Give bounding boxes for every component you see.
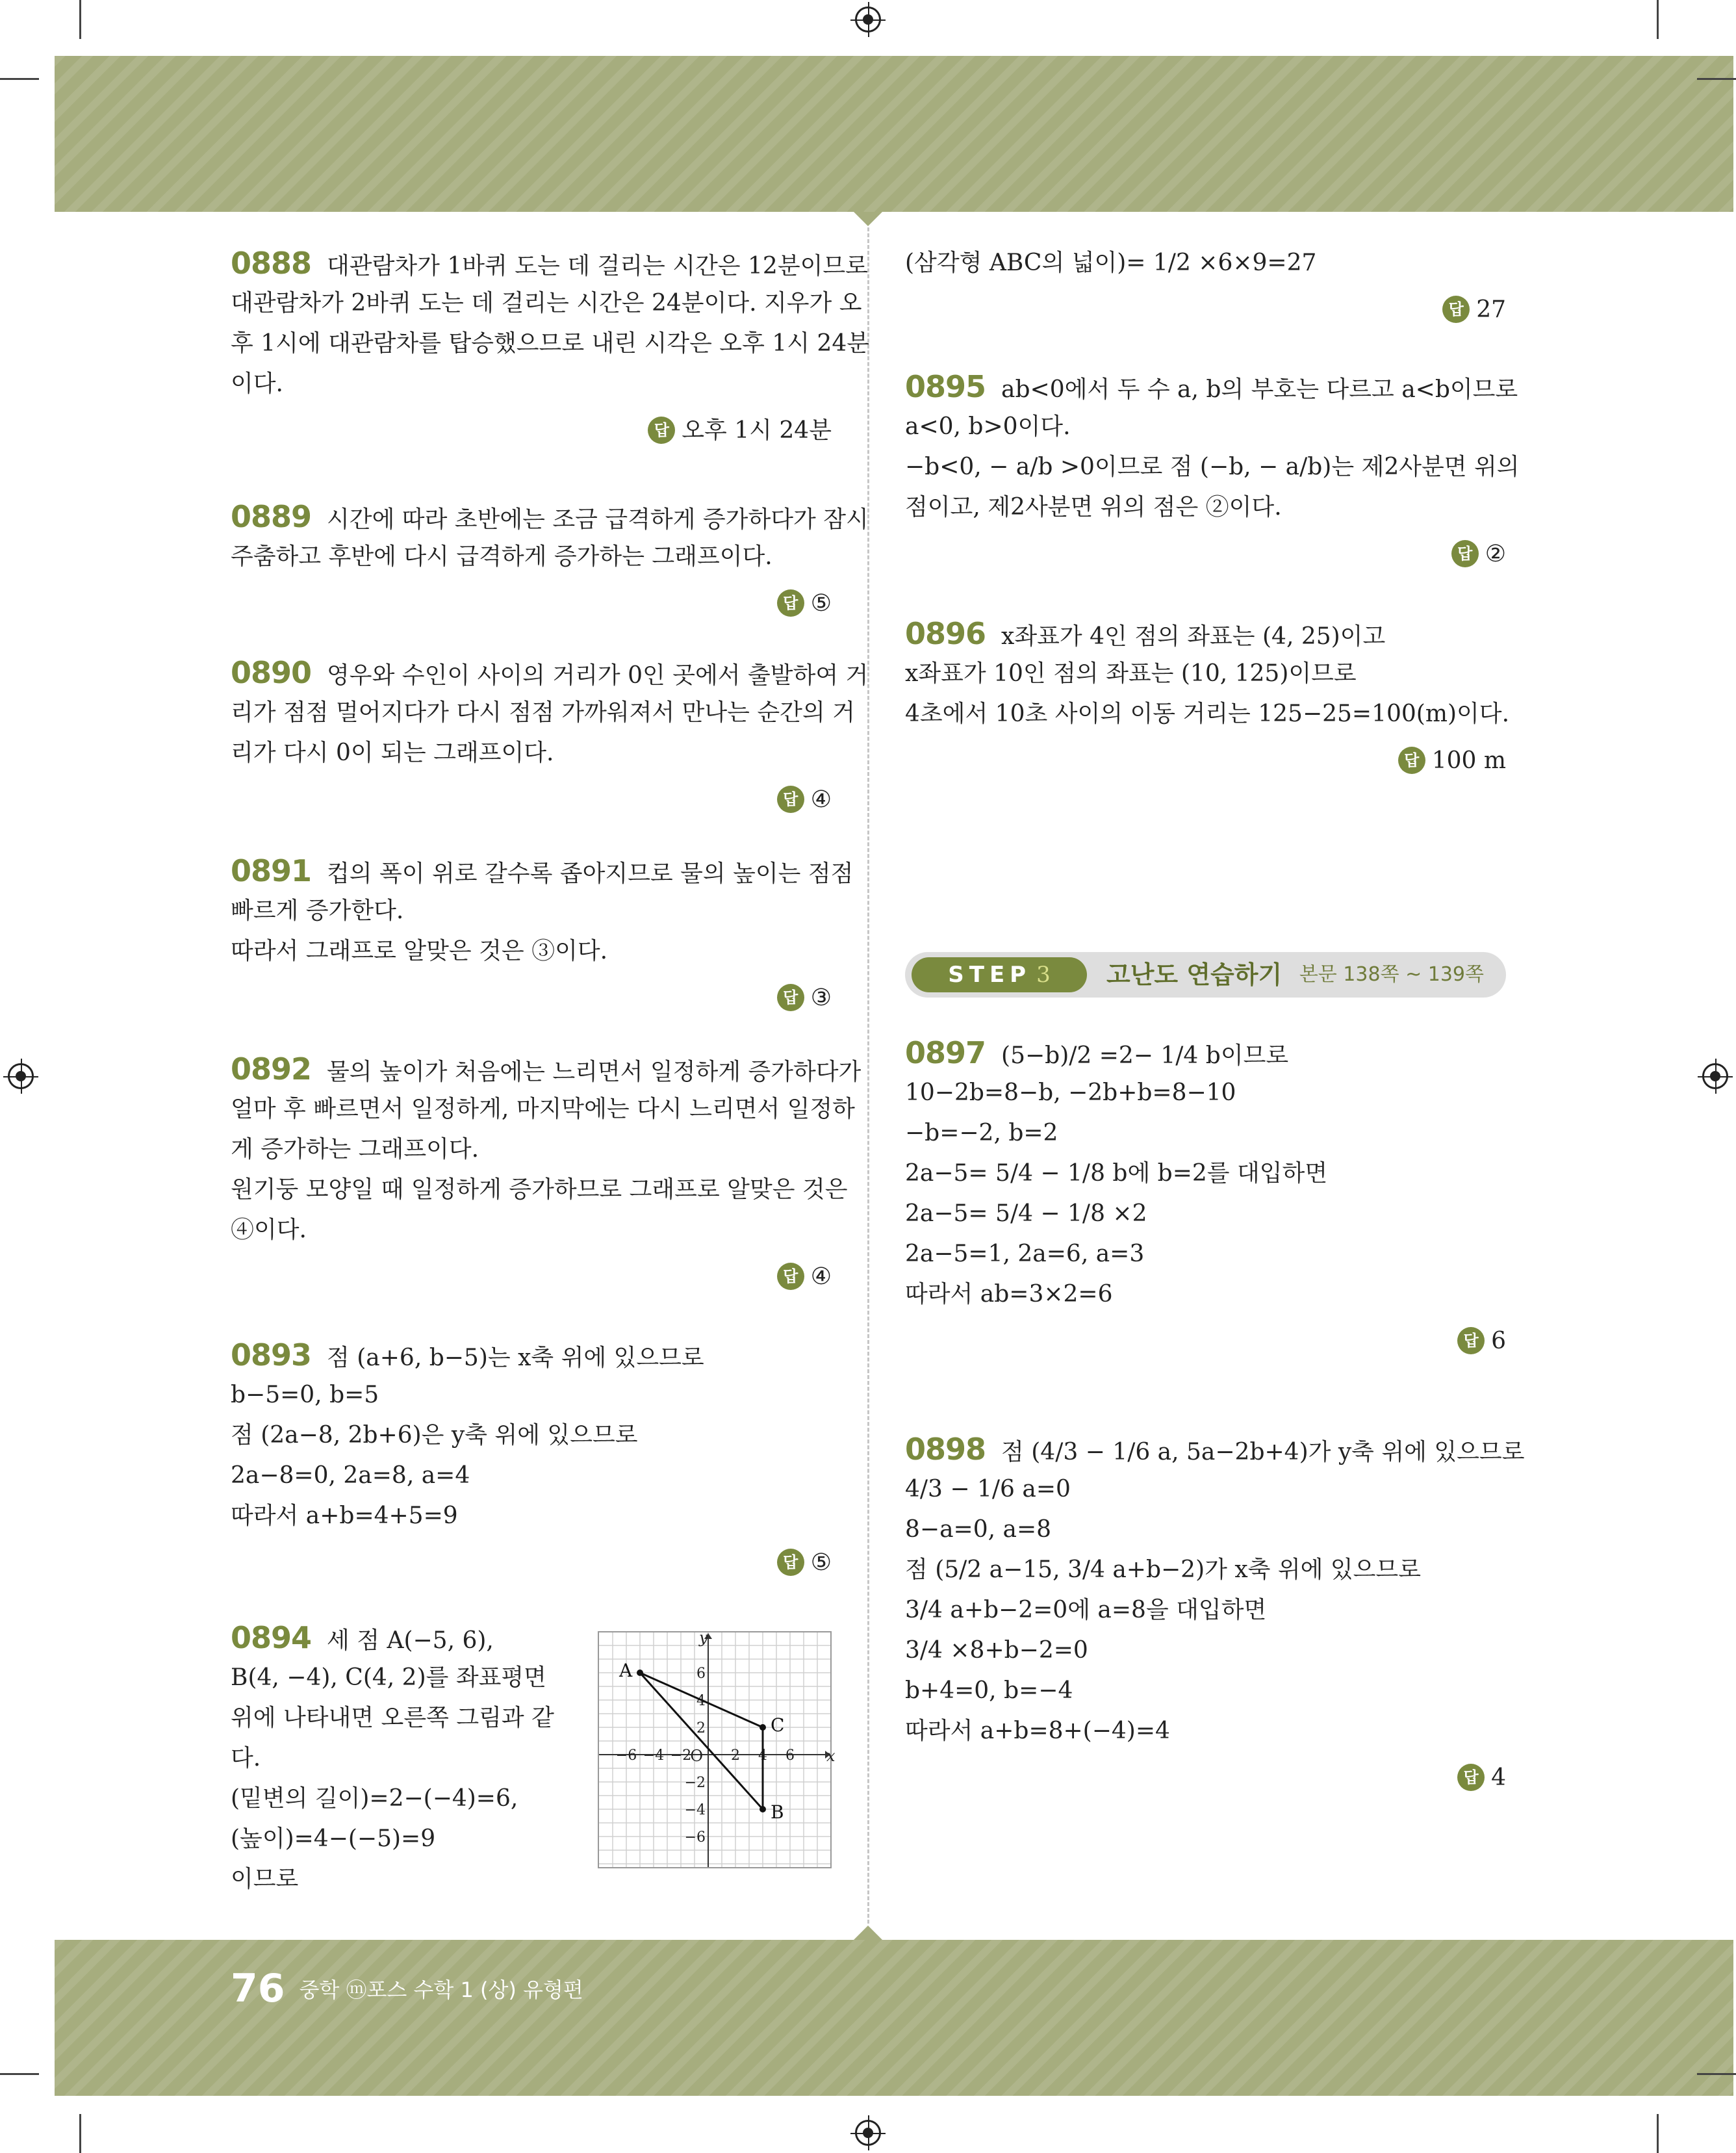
problem-number: 0894: [231, 1620, 312, 1655]
answer-badge: 답: [1457, 1327, 1485, 1354]
book-title: 중학 ⓜ포스 수학 1 (상) 유형편: [299, 1978, 583, 2002]
problem-number: 0891: [231, 853, 312, 888]
answer-badge: 답: [1442, 296, 1470, 323]
crop-mark: [0, 2073, 39, 2075]
problem-number: 0898: [905, 1432, 986, 1467]
solution-line: [905, 617, 1385, 653]
header-notch: [854, 212, 882, 226]
solution-line: 3/4 ×8+b−2=0: [905, 1637, 1088, 1664]
step-pill: [912, 957, 1087, 992]
solution-line: −b=−2, b=2: [905, 1120, 1058, 1146]
solution-line: 4/3 − 1/6 a=0: [905, 1476, 1071, 1502]
solution-line: −b<0, − a/b >0이므로 점 (−b, − a/b)는 제2사분면 위의: [905, 454, 1520, 480]
answer-line: [1451, 538, 1506, 571]
answer-value: 오후 1시 24분: [682, 417, 832, 444]
solution-line: [231, 247, 868, 283]
solution-line: 2a−5= 5/4 − 1/8 b에 b=2를 대입하면: [905, 1160, 1328, 1187]
solution-line: 원기둥 모양일 때 일정하게 증가하므로 그래프로 알맞은 것은: [231, 1176, 848, 1203]
solution-text: 물의 높이가 처음에는 느리면서 일정하게 증가하다가: [327, 1059, 862, 1085]
solution-line: [905, 1433, 1524, 1469]
footer: [231, 1966, 583, 2011]
y-tick-label: −2: [684, 1775, 706, 1791]
point-label: B: [771, 1801, 784, 1823]
solution-line: 2a−5= 5/4 − 1/8 ×2: [905, 1200, 1147, 1227]
registration-mark-icon: [8, 1063, 34, 1089]
crop-mark: [1697, 78, 1736, 80]
solution-text: 세 점 A(−5, 6),: [327, 1627, 494, 1654]
solution-text: 영우와 수인이 사이의 거리가 0인 곳에서 출발하여 거: [327, 662, 869, 689]
solution-text: 컵의 폭이 위로 갈수록 좁아지므로 물의 높이는 점점: [327, 860, 854, 887]
solution-text: 대관람차가 1바퀴 도는 데 걸리는 시간은 12분이므로: [327, 253, 868, 279]
x-axis-label: x: [826, 1747, 836, 1765]
solution-line: 이다.: [231, 370, 283, 397]
solution-text: (5−b)/2 =2− 1/4 b이므로: [1001, 1042, 1289, 1069]
footer-notch: [854, 1926, 882, 1940]
x-tick-label: 6: [785, 1747, 795, 1764]
answer-value: ②: [1485, 541, 1506, 567]
solution-text: 시간에 따라 초반에는 조금 급격하게 증가하다가 잠시: [327, 506, 869, 533]
point-label: C: [771, 1714, 785, 1736]
solution-text: ab<0에서 두 수 a, b의 부호는 다르고 a<b이므로: [1001, 376, 1518, 403]
step-title: 고난도 연습하기: [1106, 960, 1283, 989]
solution-line: 따라서 그래프로 알맞은 것은 ③이다.: [231, 938, 608, 964]
solution-line: [905, 370, 1518, 406]
solution-line: 2a−8=0, 2a=8, a=4: [231, 1462, 470, 1489]
answer-value: 6: [1491, 1328, 1506, 1354]
y-tick-label: −4: [684, 1802, 706, 1818]
answer-line: [777, 982, 832, 1014]
crop-mark: [1697, 2073, 1736, 2075]
crop-mark: [0, 78, 39, 80]
solution-line: 따라서 a+b=8+(−4)=4: [905, 1718, 1170, 1744]
solution-line: 따라서 ab=3×2=6: [905, 1281, 1113, 1308]
solution-text: x좌표가 4인 점의 좌표는 (4, 25)이고: [1001, 623, 1386, 650]
answer-value: ③: [810, 985, 832, 1011]
solution-line: 10−2b=8−b, −2b+b=8−10: [905, 1079, 1236, 1106]
y-axis-label: y: [699, 1629, 708, 1647]
page-number: 76: [231, 1966, 285, 2011]
solution-line: 대관람차가 2바퀴 도는 데 걸리는 시간은 24분이다. 지우가 오: [231, 290, 862, 316]
solution-text: 점 (4/3 − 1/6 a, 5a−2b+4)가 y축 위에 있으므로: [1001, 1439, 1525, 1465]
answer-badge: 답: [777, 786, 804, 813]
y-tick-label: 2: [696, 1720, 706, 1736]
solution-line: [231, 855, 853, 890]
solution-line: [231, 1053, 861, 1089]
solution-line: b−5=0, b=5: [231, 1382, 379, 1408]
answer-badge: 답: [777, 589, 804, 617]
answer-value: ⑤: [810, 1549, 832, 1576]
y-tick-label: 6: [696, 1666, 706, 1682]
solution-line: 게 증가하는 그래프이다.: [231, 1136, 479, 1163]
answer-value: ④: [810, 1263, 832, 1290]
answer-value: ⑤: [810, 590, 832, 617]
solution-line: 점 (2a−8, 2b+6)은 y축 위에 있으므로: [231, 1422, 638, 1449]
solution-text: 점 (a+6, b−5)는 x축 위에 있으므로: [327, 1345, 704, 1371]
solution-line: 다.: [231, 1745, 261, 1772]
solution-line: b+4=0, b=−4: [905, 1677, 1073, 1704]
solution-line: (높이)=4−(−5)=9: [231, 1825, 436, 1852]
solution-line: 점 (5/2 a−15, 3/4 a+b−2)가 x축 위에 있으므로: [905, 1556, 1421, 1583]
problem-number: 0897: [905, 1035, 986, 1070]
answer-badge: 답: [1398, 747, 1425, 774]
answer-badge: 답: [777, 984, 804, 1011]
problem-number: 0896: [905, 616, 986, 651]
problem-number: 0892: [231, 1051, 312, 1087]
answer-line: [1457, 1325, 1506, 1358]
problem-number: 0893: [231, 1337, 312, 1373]
answer-line: [1457, 1762, 1506, 1794]
solution-line: 이므로: [231, 1866, 299, 1892]
x-tick-label: −4: [643, 1747, 665, 1764]
solution-line: [231, 656, 868, 692]
answer-line: [777, 784, 832, 816]
origin-label: O: [690, 1747, 703, 1765]
step-label: STEP: [948, 962, 1032, 988]
registration-mark-icon: [855, 6, 881, 32]
answer-line: [1442, 294, 1506, 326]
solution-line: 후 1시에 대관람차를 탑승했으므로 내린 시각은 오후 1시 24분: [231, 330, 870, 357]
x-tick-label: −6: [615, 1747, 637, 1764]
solution-line: 따라서 a+b=4+5=9: [231, 1502, 458, 1529]
answer-badge: 답: [1457, 1764, 1485, 1791]
answer-badge: 답: [777, 1549, 804, 1576]
answer-line: [777, 1261, 832, 1293]
solution-line: 빠르게 증가한다.: [231, 897, 404, 924]
x-tick-label: 2: [731, 1747, 740, 1764]
point-c: [760, 1724, 766, 1731]
x-tick-label: 4: [758, 1747, 767, 1764]
solution-line: 8−a=0, a=8: [905, 1516, 1052, 1543]
solution-line: 3/4 a+b−2=0에 a=8을 대입하면: [905, 1597, 1267, 1623]
coordinate-plane-figure: [598, 1629, 836, 1868]
solution-line: 4초에서 10초 사이의 이동 거리는 125−25=100(m)이다.: [905, 701, 1510, 727]
answer-badge: 답: [648, 417, 675, 444]
solution-line: 리가 점점 멀어지다가 다시 점점 가까워져서 만나는 순간의 거: [231, 699, 855, 726]
answer-badge: 답: [1451, 540, 1479, 567]
column-divider: [867, 227, 869, 1924]
point-label: A: [619, 1660, 633, 1681]
step-number: 3: [1036, 962, 1051, 988]
answer-value: 27: [1476, 296, 1506, 323]
solution-line: B(4, −4), C(4, 2)를 좌표평면: [231, 1664, 546, 1691]
answer-value: 100 m: [1431, 747, 1506, 774]
solution-line: (삼각형 ABC의 넓이)= 1/2 ×6×9=27: [905, 250, 1317, 276]
solution-line: 점이고, 제2사분면 위의 점은 ②이다.: [905, 494, 1282, 521]
solution-line: x좌표가 10인 점의 좌표는 (10, 125)이므로: [905, 660, 1357, 687]
solution-line: [231, 500, 869, 536]
y-tick-label: −6: [684, 1829, 706, 1846]
answer-line: [777, 1547, 832, 1579]
solution-line: 2a−5=1, 2a=6, a=3: [905, 1241, 1145, 1267]
problem-number: 0895: [905, 369, 986, 404]
point-a: [637, 1670, 643, 1676]
answer-value: 4: [1491, 1764, 1506, 1791]
solution-line: 얼마 후 빠르면서 일정하게, 마지막에는 다시 느리면서 일정하: [231, 1096, 855, 1122]
solution-line: 리가 다시 0이 되는 그래프이다.: [231, 740, 554, 766]
answer-line: [777, 587, 832, 620]
crop-mark: [79, 2114, 81, 2153]
crop-mark: [79, 0, 81, 39]
answer-line: [648, 415, 832, 447]
step-page-ref: 본문 138쪽 ~ 139쪽: [1299, 963, 1484, 986]
solution-line: 주춤하고 후반에 다시 급격하게 증가하는 그래프이다.: [231, 543, 772, 570]
solution-line: [231, 1339, 704, 1374]
crop-mark: [1657, 2114, 1659, 2153]
problem-number: 0890: [231, 655, 312, 690]
solution-line: (밑변의 길이)=2−(−4)=6,: [231, 1785, 518, 1812]
solution-line: [905, 1037, 1288, 1072]
solution-line: ④이다.: [231, 1217, 307, 1243]
registration-mark-icon: [1702, 1063, 1728, 1089]
point-b: [760, 1806, 766, 1812]
answer-line: [1398, 745, 1506, 777]
solution-line: [231, 1621, 494, 1657]
step-banner: [905, 952, 1506, 998]
footer-band: [55, 1940, 1733, 2096]
registration-mark-icon: [855, 2120, 881, 2146]
answer-value: ④: [810, 786, 832, 813]
problem-number: 0889: [231, 499, 312, 534]
header-band: [55, 56, 1733, 212]
y-tick-label: 4: [696, 1693, 706, 1709]
crop-mark: [1657, 0, 1659, 39]
answer-badge: 답: [777, 1263, 804, 1290]
solution-line: a<0, b>0이다.: [905, 413, 1071, 440]
x-tick-label: −2: [670, 1747, 692, 1764]
problem-number: 0888: [231, 246, 312, 281]
solution-line: 위에 나타내면 오른쪽 그림과 같: [231, 1705, 554, 1731]
